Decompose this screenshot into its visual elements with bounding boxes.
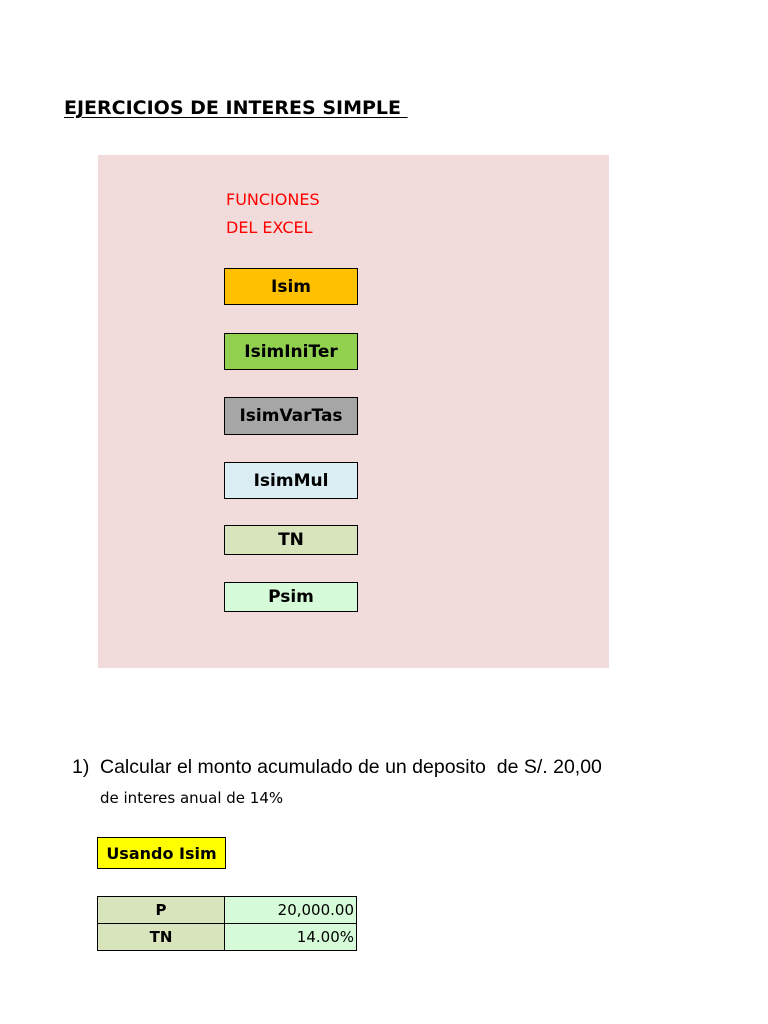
function-button-isiminiter[interactable]: IsimIniTer <box>224 333 358 370</box>
panel-caption-line1: FUNCIONES <box>226 190 320 209</box>
function-button-psim[interactable]: Psim <box>224 582 358 612</box>
row-label-p[interactable]: P <box>98 897 225 924</box>
exercise-subtext: de interes anual de 14% <box>100 789 284 807</box>
function-button-tn[interactable]: TN <box>224 525 358 555</box>
row-value-p[interactable]: 20,000.00 <box>225 897 357 924</box>
page-title: EJERCICIOS DE INTERES SIMPLE <box>64 97 408 119</box>
function-button-isimmul[interactable]: IsimMul <box>224 462 358 499</box>
panel-caption <box>226 186 320 242</box>
exercise-number: 1) <box>72 756 90 778</box>
panel-caption-line2: DEL EXCEL <box>226 218 313 237</box>
exercise-statement <box>72 756 610 779</box>
exercise-text: Calcular el monto acumulado de un deposito de S/. 20,00 <box>100 756 602 778</box>
row-label-tn[interactable]: TN <box>98 924 225 951</box>
row-value-tn[interactable]: 14.00% <box>225 924 357 951</box>
function-button-isim[interactable]: Isim <box>224 268 358 305</box>
function-button-isimvartas[interactable]: IsimVarTas <box>224 397 358 435</box>
table-row <box>98 897 357 924</box>
using-isim-label: Usando Isim <box>97 837 226 869</box>
values-table <box>97 896 357 951</box>
table-row <box>98 924 357 951</box>
